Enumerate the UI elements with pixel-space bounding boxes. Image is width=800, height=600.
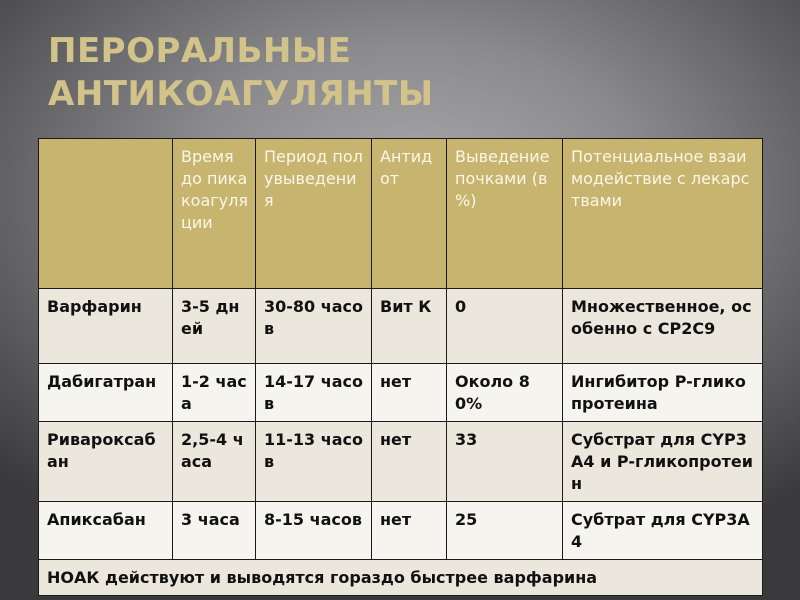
table-footer-note: НОАК действуют и выводятся гораздо быстрее варфарина <box>39 560 763 596</box>
header-cell-half-life: Период полувыведения <box>256 139 372 289</box>
header-cell-renal-excretion: Выведение почками (в %) <box>447 139 563 289</box>
antidote-cell: нет <box>372 422 447 502</box>
peak-time-cell: 3-5 дней <box>173 289 256 364</box>
renal-excretion-cell: Около 80% <box>447 364 563 422</box>
peak-time-cell: 2,5-4 часа <box>173 422 256 502</box>
title-line-1: ПЕРОРАЛЬНЫЕ <box>48 31 352 71</box>
renal-excretion-cell: 33 <box>447 422 563 502</box>
title-line-2: АНТИКОАГУЛЯНТЫ <box>48 74 434 114</box>
anticoagulants-table <box>38 138 763 596</box>
header-cell-interactions: Потенциальное взаимодействие с лекарствами <box>563 139 763 289</box>
table-row-warfarin <box>39 289 763 364</box>
table-row-rivaroxaban <box>39 422 763 502</box>
peak-time-cell: 3 часа <box>173 502 256 560</box>
half-life-cell: 30-80 часов <box>256 289 372 364</box>
table-container <box>38 138 763 596</box>
table-header-row <box>39 139 763 289</box>
slide-title <box>48 30 434 116</box>
antidote-cell: Вит К <box>372 289 447 364</box>
table-row-dabigatran <box>39 364 763 422</box>
drug-name-cell: Ривароксабан <box>39 422 173 502</box>
interactions-cell: Субстрат для CYP3A4 и P-гликопротеин <box>563 422 763 502</box>
interactions-cell: Множественное, особенно с CP2C9 <box>563 289 763 364</box>
drug-name-cell: Апиксабан <box>39 502 173 560</box>
renal-excretion-cell: 25 <box>447 502 563 560</box>
table-row-apixaban <box>39 502 763 560</box>
table-footer-row <box>39 560 763 596</box>
header-cell-blank <box>39 139 173 289</box>
half-life-cell: 8-15 часов <box>256 502 372 560</box>
drug-name-cell: Варфарин <box>39 289 173 364</box>
header-cell-antidote: Антидот <box>372 139 447 289</box>
drug-name-cell: Дабигатран <box>39 364 173 422</box>
antidote-cell: нет <box>372 502 447 560</box>
renal-excretion-cell: 0 <box>447 289 563 364</box>
interactions-cell: Субтрат для CYP3A4 <box>563 502 763 560</box>
antidote-cell: нет <box>372 364 447 422</box>
header-cell-peak-time: Время до пика коагуляции <box>173 139 256 289</box>
interactions-cell: Ингибитор P-гликопротеина <box>563 364 763 422</box>
peak-time-cell: 1-2 часа <box>173 364 256 422</box>
half-life-cell: 14-17 часов <box>256 364 372 422</box>
half-life-cell: 11-13 часов <box>256 422 372 502</box>
